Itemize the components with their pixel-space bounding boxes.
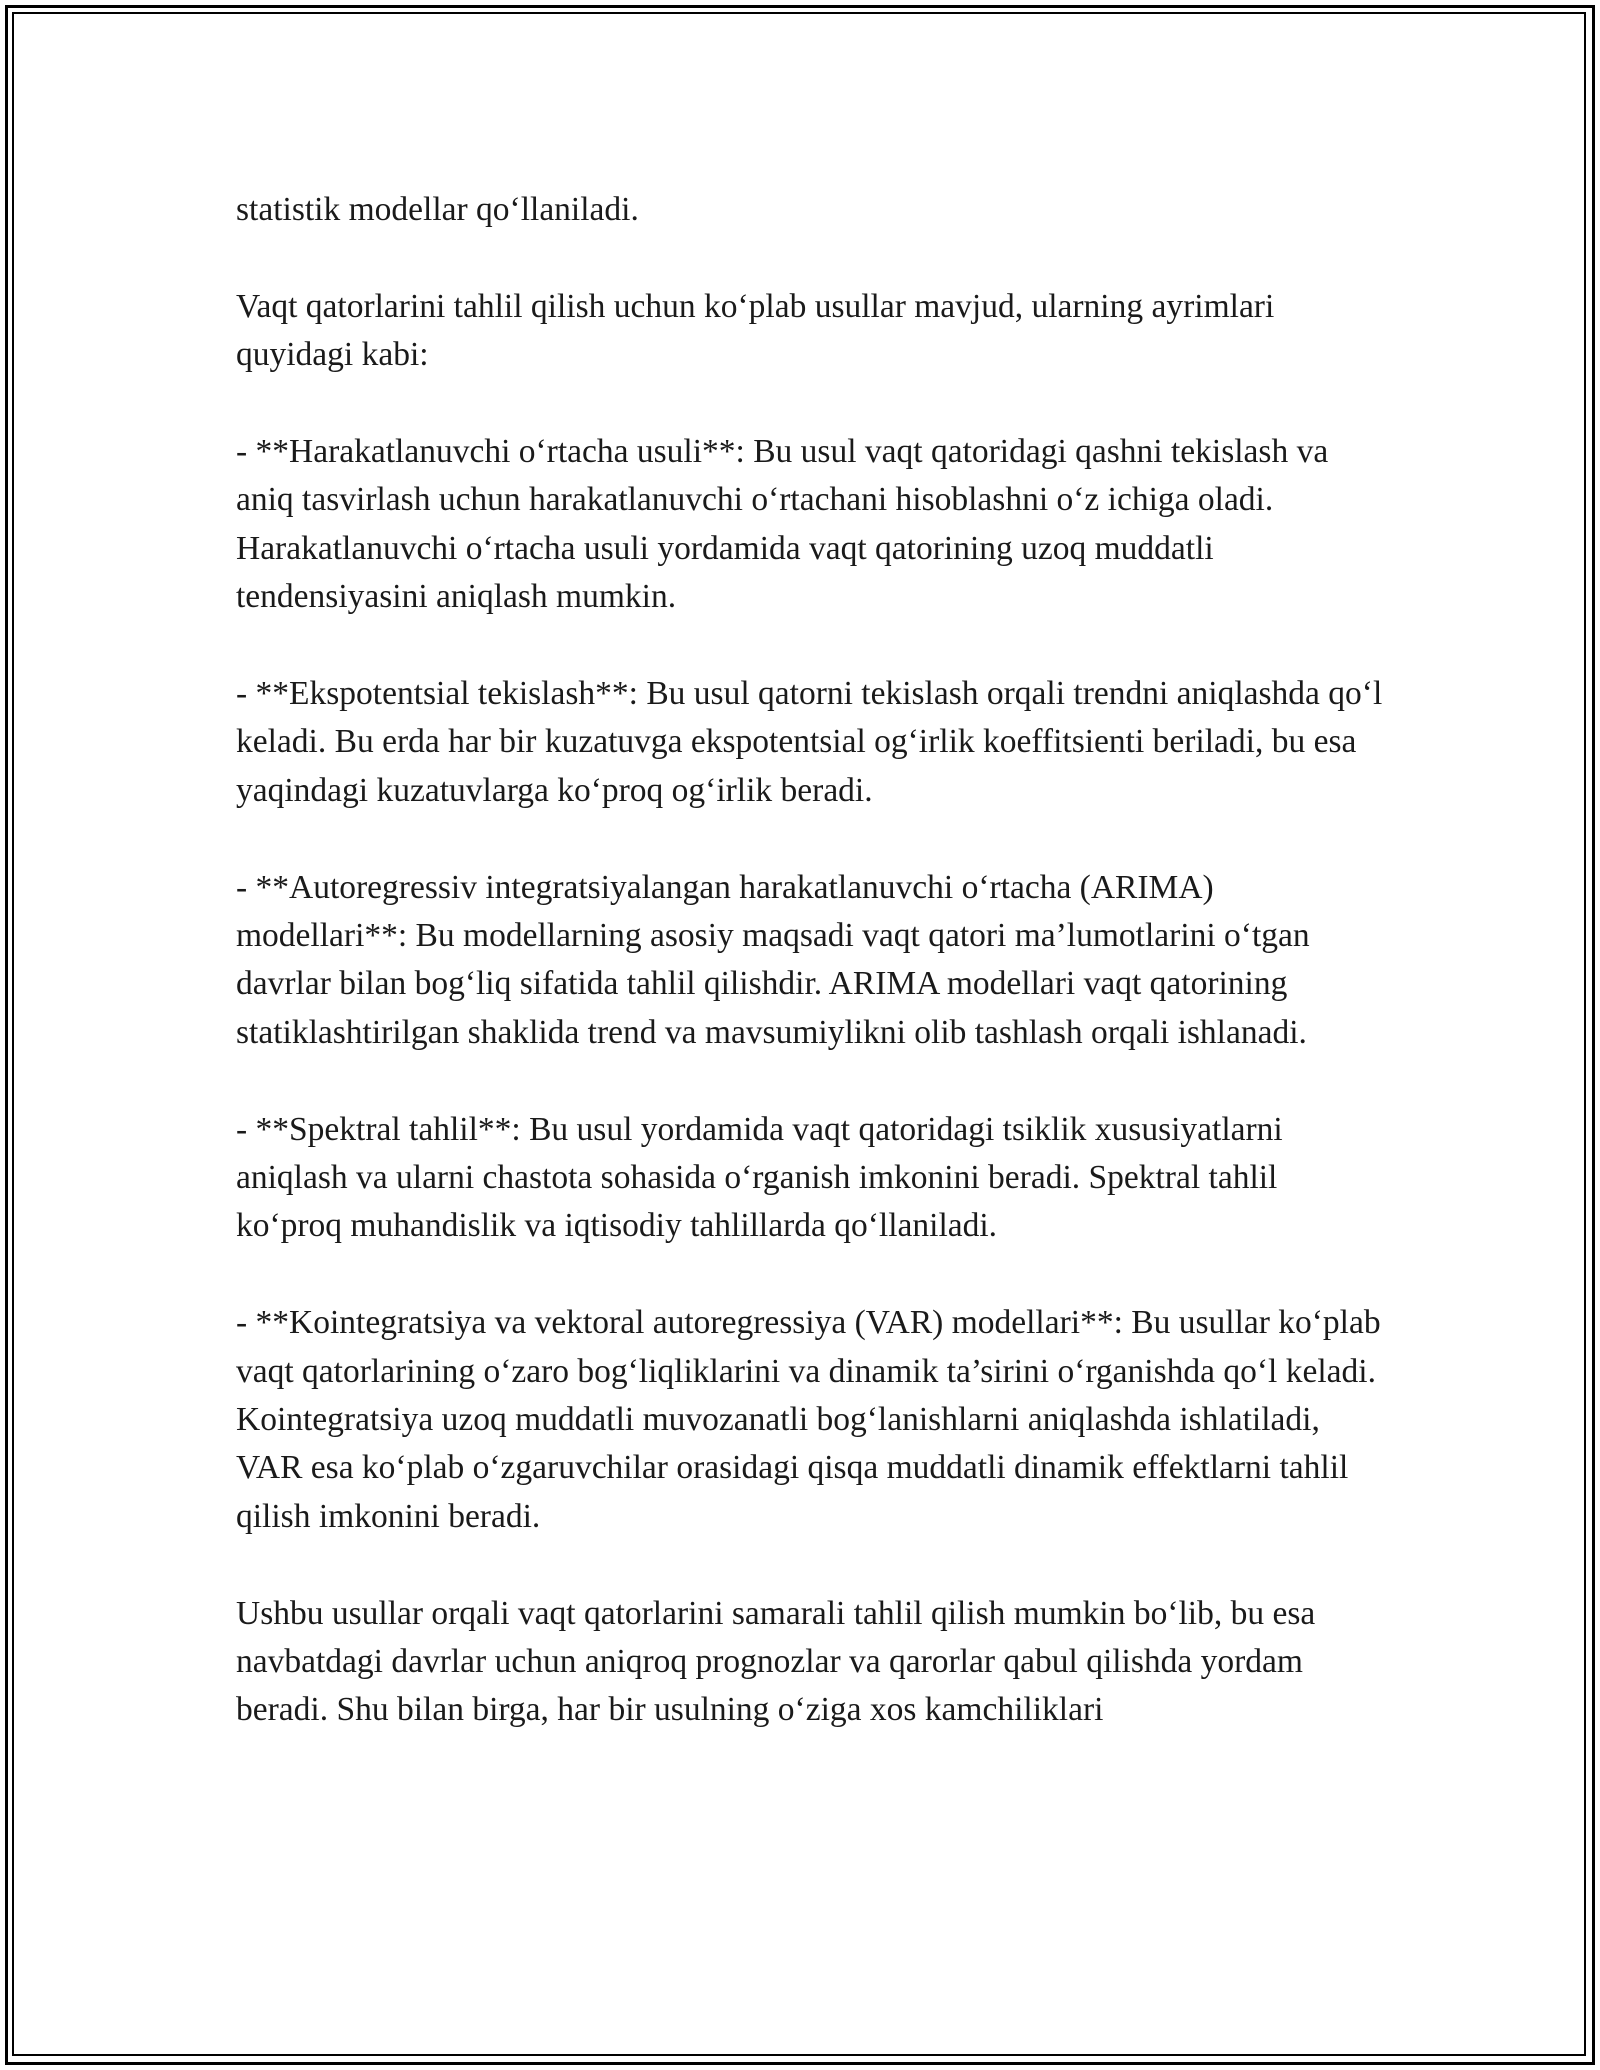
paragraph: statistik modellar qo‘llaniladi.: [236, 191, 639, 228]
list-item: - **Kointegratsiya va vektoral autoregressiya (VAR) modellari**: Bu usullar ko‘plab vaqt qatorlarining o‘zaro bog‘liqliklarini va dinamik ta’sirini o‘rganishda qo‘l keladi. Kointegratsiya uzoq muddatli muvozanatli bog‘lanishlarni aniqlashda ishlatiladi, VAR esa ko‘plab o‘zgaruvchilar orasidagi qisqa muddatli dinamik effektlarni tahlil qilish imkonini beradi.: [236, 1304, 1381, 1535]
list-item: - **Harakatlanuvchi o‘rtacha usuli**: Bu usul vaqt qatoridagi qashni tekislash va aniq tasvirlash uchun harakatlanuvchi o‘rtachani hisoblashni o‘z ichiga oladi. Harakatlanuvchi o‘rtacha usuli yordamida vaqt qatorining uzoq muddatli tendensiyasini aniqlash mumkin.: [236, 433, 1329, 616]
list-item: - **Autoregressiv integratsiyalangan harakatlanuvchi o‘rtacha (ARIMA) modellari**: Bu modellarning asosiy maqsadi vaqt qatori ma’lumotlarini o‘tgan davrlar bilan bog‘liq sifatida tahlil qilishdir. ARIMA modellari vaqt qatorining statiklashtirilgan shaklida trend va mavsumiylikni olib tashlash orqali ishlanadi.: [236, 868, 1310, 1051]
list-item: - **Spektral tahlil**: Bu usul yordamida vaqt qatoridagi tsiklik xususiyatlarni aniqlash va ularni chastota sohasida o‘rganish imkonini beradi. Spektral tahlil ko‘proq muhandislik va iqtisodiy tahlillarda qo‘llaniladi.: [236, 1110, 1283, 1245]
list-item: - **Ekspotentsial tekislash**: Bu usul qatorni tekislash orqali trendni aniqlashda qo‘l keladi. Bu erda har bir kuzatuvga ekspotentsial og‘irlik koeffitsienti beriladi, bu esa yaqindagi kuzatuvlarga ko‘proq og‘irlik beradi.: [236, 675, 1383, 809]
paragraph: Ushbu usullar orqali vaqt qatorlarini samarali tahlil qilish mumkin bo‘lib, bu esa navbatdagi davrlar uchun aniqroq prognozlar va qarorlar qabul qilishda yordam beradi. Shu bilan birga, har bir usulning o‘ziga xos kamchiliklari: [236, 1594, 1316, 1729]
document-body: [236, 186, 1386, 1783]
paragraph: Vaqt qatorlarini tahlil qilish uchun ko‘plab usullar mavjud, ularning ayrimlari quyidagi kabi:: [236, 287, 1275, 374]
